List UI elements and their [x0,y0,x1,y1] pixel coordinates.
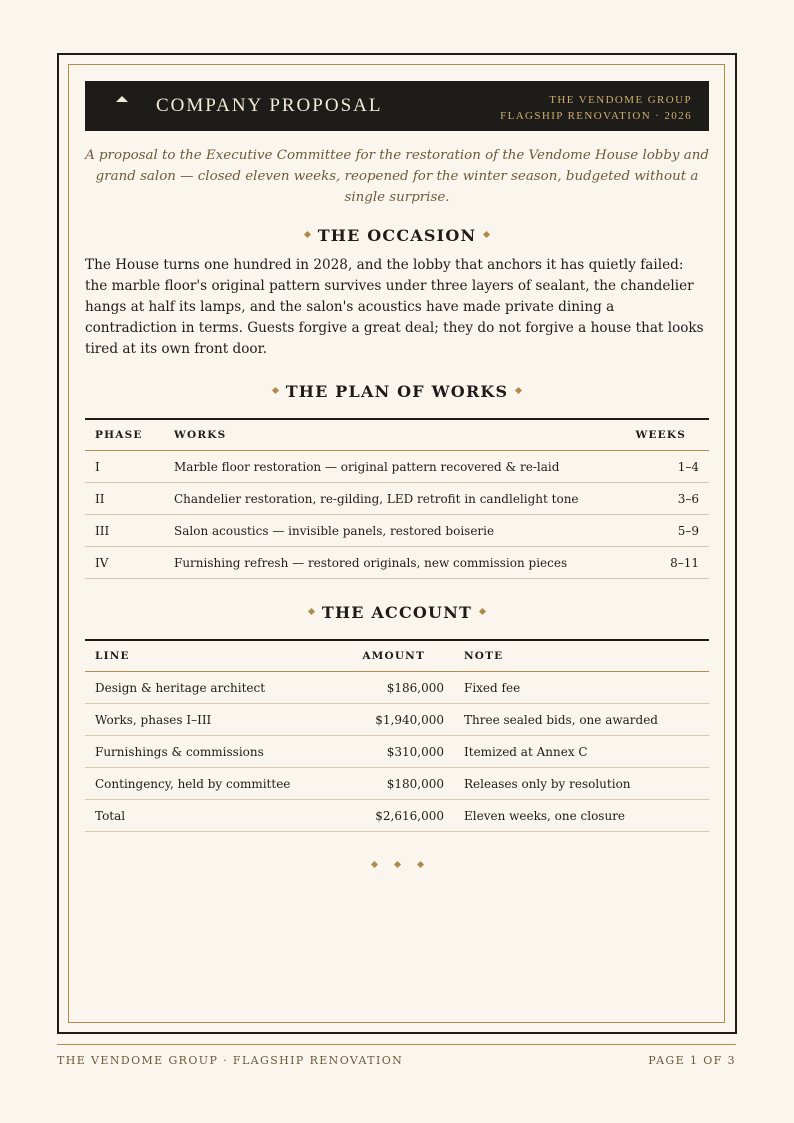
footer-left: THE VENDOME GROUP · FLAGSHIP RENOVATION [57,1054,404,1067]
cell-note: Releases only by resolution [454,768,709,800]
cell-works: Salon acoustics — invisible panels, restored boiserie [164,515,616,547]
lede-paragraph: A proposal to the Executive Committee for the restoration of the Vendome House lobby and grand salon — closed eleven weeks, reopened for the winter season, budgeted without a single surprise. [85,148,709,205]
diamond-icon [370,861,377,868]
cell-amount: $180,000 [345,768,454,800]
diamond-icon [308,608,315,615]
col-header-weeks: WEEKS [616,419,709,451]
section-heading-occasion-label: THE OCCASION [317,226,477,245]
closing-ornament [85,854,709,873]
cell-weeks: 3–6 [616,483,709,515]
banner-subtitle: FLAGSHIP RENOVATION · 2026 [500,110,692,122]
col-header-works: WORKS [164,419,616,451]
diamond-icon [393,861,400,868]
plan-of-works-table [85,418,709,579]
cell-amount: $186,000 [345,672,454,704]
cell-line: Furnishings & commissions [85,736,345,768]
col-header-phase: PHASE [85,419,164,451]
table-row [85,483,709,515]
caret-up-icon [116,96,128,102]
cell-phase: II [85,483,164,515]
cell-phase: III [85,515,164,547]
cell-works: Furnishing refresh — restored originals, new commission pieces [164,547,616,579]
table-row [85,547,709,579]
cell-weeks: 1–4 [616,451,709,483]
table-row [85,736,709,768]
diamond-icon [483,231,490,238]
cell-phase: I [85,451,164,483]
cell-amount: $2,616,000 [345,800,454,832]
cell-line: Contingency, held by committee [85,768,345,800]
footer-rule [57,1044,736,1045]
col-header-note: NOTE [454,640,709,672]
table-row [85,768,709,800]
page-content [85,81,709,873]
cell-works: Marble floor restoration — original pattern recovered & re-laid [164,451,616,483]
diamond-icon [304,231,311,238]
banner-org: THE VENDOME GROUP [549,94,692,106]
cell-works: Chandelier restoration, re-gilding, LED retrofit in candlelight tone [164,483,616,515]
cell-line: Works, phases I–III [85,704,345,736]
table-row [85,672,709,704]
table-header-row [85,640,709,672]
diamond-icon [479,608,486,615]
table-row [85,515,709,547]
diamond-icon [515,387,522,394]
col-header-amount: AMOUNT [345,640,454,672]
section-heading-plan-label: THE PLAN OF WORKS [285,382,509,401]
cell-weeks: 5–9 [616,515,709,547]
cell-line: Total [85,800,345,832]
title-banner [85,81,709,131]
table-row [85,451,709,483]
page-title: COMPANY PROPOSAL [156,95,383,116]
banner-org-block [500,92,692,124]
section-heading-account-label: THE ACCOUNT [321,603,473,622]
table-row [85,704,709,736]
col-header-line: LINE [85,640,345,672]
occasion-body: The House turns one hundred in 2028, and the lobby that anchors it has quietly failed: the marble floor's original pattern survives under three layers of sealant, the chandelier hangs at half its lamps, and the salon's acoustics have made private dining a contradiction in terms. Guests forgive a great deal; they do not forgive a house that looks tired at its own front door. [85,257,704,357]
section-heading-plan [85,382,709,401]
cell-phase: IV [85,547,164,579]
diamond-icon [416,861,423,868]
section-heading-occasion [85,226,709,245]
cell-weeks: 8–11 [616,547,709,579]
diamond-icon [272,387,279,394]
cell-amount: $1,940,000 [345,704,454,736]
cell-note: Itemized at Annex C [454,736,709,768]
cell-note: Fixed fee [454,672,709,704]
cell-line: Design & heritage architect [85,672,345,704]
section-heading-account [85,603,709,622]
cell-note: Eleven weeks, one closure [454,800,709,832]
footer-page-number: PAGE 1 OF 3 [648,1054,736,1067]
cell-note: Three sealed bids, one awarded [454,704,709,736]
table-row [85,800,709,832]
account-table [85,639,709,832]
cell-amount: $310,000 [345,736,454,768]
table-header-row [85,419,709,451]
